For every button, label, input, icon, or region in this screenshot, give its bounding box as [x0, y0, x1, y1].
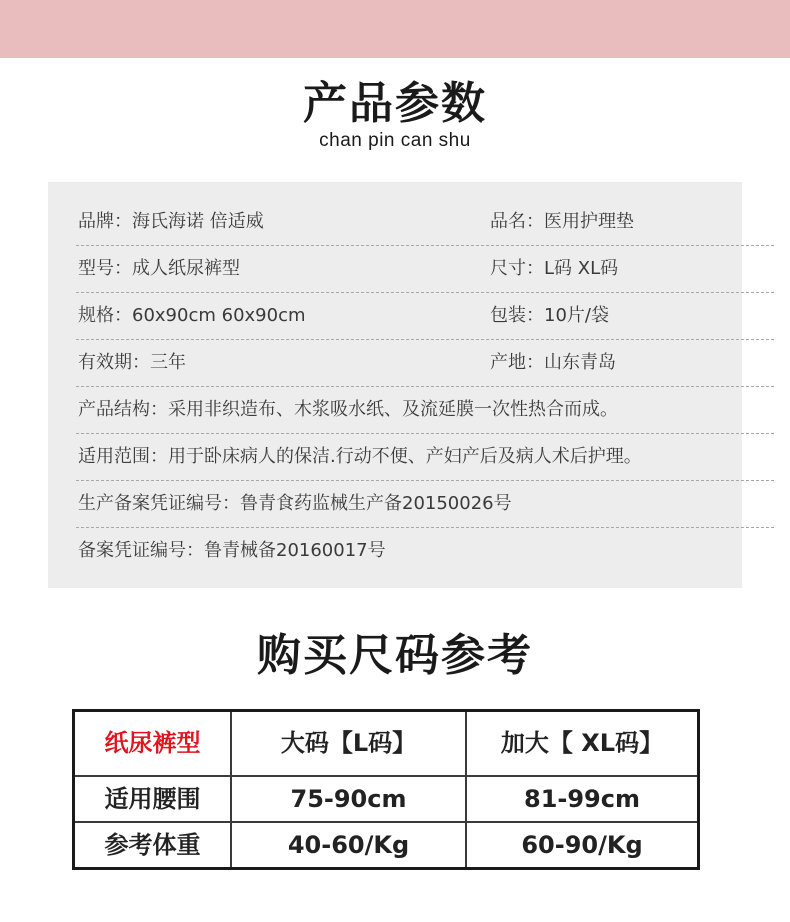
spec-production-cert: 生产备案凭证编号：鲁青食药监械生产备20150026号: [78, 493, 512, 514]
table-row-label-waist: 适用腰围: [104, 785, 201, 813]
table-cell-waist-l: 75-90cm: [290, 785, 407, 813]
section-title-product-params: 产品参数: [303, 78, 487, 129]
table-header-l: 大码【L码】: [280, 729, 417, 757]
spec-origin: 产地：山东青岛: [490, 352, 616, 373]
spec-filing-cert: 备案凭证编号：鲁青械备20160017号: [78, 540, 386, 561]
spec-row: [76, 199, 774, 246]
table-header-xl: 加大【 XL码】: [500, 729, 664, 757]
section-title-size-guide: 购买尺码参考: [257, 630, 533, 681]
section-subtitle-pinyin: chan pin can shu: [319, 130, 471, 151]
top-banner: [0, 0, 790, 58]
spec-row: [76, 293, 774, 340]
spec-row: [76, 528, 774, 575]
spec-row: [76, 481, 774, 528]
spec-model: 型号：成人纸尿裤型: [78, 258, 240, 279]
spec-row: [76, 434, 774, 481]
table-header-type: 纸尿裤型: [104, 729, 201, 757]
spec-row: [76, 387, 774, 434]
spec-structure: 产品结构：采用非织造布、木浆吸水纸、及流延膜一次性热合而成。: [78, 399, 618, 420]
size-table: [72, 709, 700, 870]
spec-shelf-life: 有效期：三年: [78, 352, 186, 373]
spec-row: [76, 246, 774, 293]
table-row-label-weight: 参考体重: [104, 831, 201, 859]
table-cell-weight-l: 40-60/Kg: [287, 831, 410, 859]
spec-row: [76, 340, 774, 387]
spec-packaging: 包装：10片/袋: [490, 305, 609, 326]
spec-dimensions: 规格：60x90cm 60x90cm: [78, 305, 306, 326]
spec-size: 尺寸：L码 XL码: [490, 258, 619, 279]
spec-brand: 品牌：海氏海诺 倍适威: [78, 211, 264, 232]
spec-panel: [48, 182, 742, 588]
spec-product-name: 品名：医用护理垫: [490, 211, 634, 232]
spec-scope: 适用范围：用于卧床病人的保洁.行动不便、产妇产后及病人术后护理。: [78, 446, 642, 467]
table-cell-waist-xl: 81-99cm: [524, 785, 640, 813]
table-cell-weight-xl: 60-90/Kg: [521, 831, 643, 859]
